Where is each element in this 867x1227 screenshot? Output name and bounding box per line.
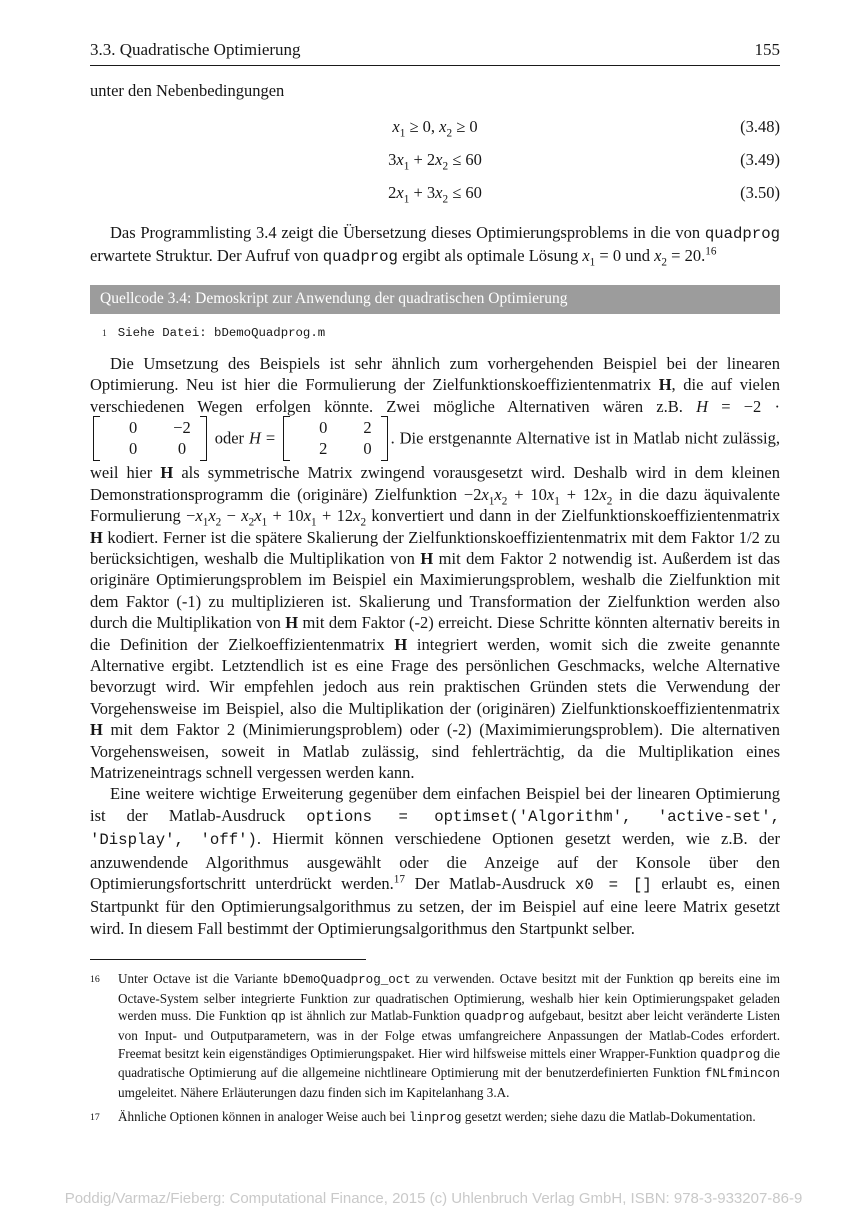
math-variable: x: [494, 484, 502, 504]
inline-code: qp: [678, 973, 694, 988]
subscript: 2: [446, 127, 453, 140]
matrix-cell: 0: [319, 418, 328, 438]
subscript: 2: [442, 160, 449, 173]
math-variable: x: [435, 150, 443, 169]
matrix-cell: 0: [363, 438, 372, 458]
math-variable: x: [654, 246, 662, 266]
subscript: 2: [606, 494, 613, 507]
code-listing: [90, 285, 780, 340]
math-variable: x: [392, 117, 400, 136]
listing-code-line: [102, 324, 780, 340]
inline-code: linprog: [408, 1111, 462, 1126]
subscript: 1: [202, 516, 209, 529]
math-variable: x: [546, 484, 555, 504]
math-variable: x: [582, 246, 590, 266]
matrix-left-bracket: [93, 416, 100, 461]
equation-350: [90, 176, 780, 209]
inline-code: quadprog: [700, 1047, 761, 1062]
math-variable: H: [248, 428, 261, 448]
math-variable: x: [481, 484, 489, 504]
subscript: 1: [403, 160, 410, 173]
subscript: 1: [589, 256, 596, 269]
inline-matrix: [283, 416, 388, 461]
bold-term: H: [285, 613, 299, 633]
equation-348: [90, 110, 780, 143]
inline-code: fNLfmincon: [704, 1067, 780, 1082]
inline-code: quadprog: [464, 1010, 525, 1025]
subscript: 1: [403, 193, 410, 206]
equation-number: (3.48): [740, 117, 780, 136]
bold-term: H: [160, 463, 174, 483]
intro-line: unter den Nebenbedingungen: [90, 81, 285, 100]
subscript: 2: [442, 193, 449, 206]
paragraph-listing-intro: Das Programmlisting 3.4 zeigt die Übersetzung dieses Optimierungsproblems in die von quadprog erwartete Struktur. Der Aufruf von quadprog ergibt als optimale Lösung $x_1 = 0$ und $x_2 = 20.16$: [90, 223, 780, 269]
subscript: 2: [248, 516, 255, 529]
matrix-grid: [100, 416, 200, 461]
math-variable: H: [696, 396, 709, 416]
superscript: 16: [705, 245, 717, 258]
math-variable: x: [241, 506, 249, 526]
math-variable: x: [303, 506, 312, 526]
math-variable: x: [396, 183, 404, 202]
equation-block: [90, 110, 780, 209]
matrix-right-bracket: [381, 416, 388, 461]
math-variable: x: [195, 506, 203, 526]
matrix-grid: [290, 416, 381, 461]
bold-term: H: [658, 375, 672, 395]
matrix-cell: 0: [129, 438, 138, 458]
matrix-right-bracket: [200, 416, 207, 461]
equation-349: [90, 143, 780, 176]
copyright-footer: Poddig/Varmaz/Fieberg: Computational Finance, 2015 (c) Uhlenbruch Verlag GmbH, ISBN: 978-3-933207-86-9: [64, 1190, 803, 1207]
bold-term: H: [90, 720, 103, 740]
subscript: 2: [215, 516, 222, 529]
paragraph-main: Die Umsetzung des Beispiels ist sehr ähnlich zum vorhergehenden Beispiel bei der linearen Optimierung. Neu ist hier die Formulierung der Zielfunktionskoeffizientenmatrix H, die auf vielen verschiedenen Wegen erfolgen könnte. Zwei mögliche Alternativen wären z.B. H = −2 · 0 −2 0 0 oder H = 0 2 2 0 . Die erstgenannte Alternative ist in Matlab nicht zulässig, weil hier H als symmetrische Matrix zwingend vorausgesetzt wird. Deshalb wird in dem kleinen Demonstrationsprogramm die (originäre) Zielfunktion $-2x_1x_2 + 10x_1 + 12x_2$ in die dazu äquivalente Formulierung $-x_1x_2 - x_2x_1 + 10x_1 + 12x_2$ konvertiert und dann in der Zielfunktionskoeffizientenmatrix H kodiert. Ferner ist die spätere Skalierung der Zielfunktionskoeffizientenmatrix mit dem Faktor 1/2 zu berücksichtigen, weshalb die Multiplikation von H mit dem Faktor 2 notwendig ist. Außerdem ist das originäre Optimierungsproblem im Beispiel ein Maximierungsproblem, weshalb die Zielfunktion mit dem Faktor (-1) zu multiplizieren ist. Skalierung und Transformation der Zielfunktion werden also durch die Multiplikation von H mit dem Faktor (-2) erreicht. Diese Schritte könnten alternativ bereits in die Definition der Zielkoeffizientenmatrix H integriert werden, womit sich die zweite genannte Alternative ergibt. Letztendlich ist es eine Frage des persönlichen Geschmacks, welche Alternative bevorzugt wird. Wir empfehlen jedoch aus rein praktischen Gründen stets die Verwendung der Vorgehensweise im Beispiel, also die Multiplikation der (originären) Zielfunktionskoeffizientenmatrix H mit dem Faktor 2 (Minimierungsproblem) oder (-2) (Maximimierungsproblem). Die alternativen Vorgehensweisen, soweit in Matlab zulässig, sind fehlerträchtig, da die Multiplikation eines Matrizeneintrags schnell vergessen werden kann.: [90, 353, 781, 782]
subscript: 1: [261, 516, 268, 529]
bold-term: H: [394, 634, 408, 654]
inline-code: bDemoQuadprog_oct: [282, 973, 411, 988]
footnote-17: [90, 1108, 780, 1128]
math-variable: x: [254, 506, 262, 526]
page-content: [90, 40, 780, 1128]
matrix-left-bracket: [283, 416, 290, 461]
code-text: Siehe Datei: bDemoQuadprog.m: [117, 325, 326, 340]
section-title: 3.3. Quadratische Optimierung: [90, 40, 301, 59]
subscript: 1: [399, 127, 406, 140]
matrix-cell: 0: [129, 418, 138, 438]
equation-body: $x_1 \ge 0$, $x_2 \ge 0$: [392, 117, 478, 140]
matrix-cell: 2: [319, 438, 328, 458]
subscript: 2: [661, 256, 668, 269]
inline-code: qp: [270, 1010, 286, 1025]
running-header: [90, 40, 780, 66]
equation-number: (3.49): [740, 150, 780, 169]
matrix-cell: 2: [363, 418, 372, 438]
subscript: 2: [501, 494, 508, 507]
math-variable: x: [435, 183, 443, 202]
page-number: 155: [754, 40, 780, 59]
equation-number: (3.50): [740, 183, 780, 202]
inline-matrix: [93, 416, 207, 461]
math-variable: x: [353, 506, 361, 526]
subscript: 2: [360, 516, 367, 529]
subscript: 1: [488, 494, 495, 507]
equation-body: $2x_1 + 3x_2 \le 60$: [388, 183, 482, 206]
inline-code: quadprog: [322, 248, 398, 267]
code-line-number: 1: [102, 328, 107, 339]
inline-code: options = optimset('Algorithm', 'active-set', 'Display', 'off'): [90, 807, 780, 850]
math-variable: x: [599, 484, 607, 504]
math-variable: x: [396, 150, 404, 169]
inline-code: x0 = []: [574, 876, 652, 894]
footnote-text: Unter Octave ist die Variante bDemoQuadprog_oct zu verwenden. Octave besitzt mit der Funktion qp bereits eine im Octave-System selber integrierte Funktion zur quadratischen Optimierung, weshalb hier kein Optimierungspaket geladen werden muss. Die Funktion qp ist ähnlich zur Matlab-Funktion quadprog aufgebaut, besitzt aber leicht veränderte Listen von Input- und Outputparametern, was in der Folge etwas umfangreichere Anpassungen der Matlab-Codes erfordert. Freemat besitzt kein eigenständiges Optimierungspaket. Hier wird hilfsweise mittels einer Wrapper-Funktion quadprog die quadratische Optimierung auf die allgemeine nichtlineare Optimierung mit der benutzerdefinierten Funktion fNLfmincon umgeleitet. Nähere Erläuterungen dazu finden sich im Kapitelanhang 3.A.: [118, 971, 780, 1100]
subscript: 1: [311, 516, 317, 529]
footnote-16: [90, 970, 780, 1101]
footnote-separator: [90, 959, 366, 960]
footnote-text: Ähnliche Optionen können in analoger Weise auch bei linprog gesetzt werden; siehe dazu die Matlab-Dokumentation.: [118, 1109, 756, 1126]
bold-term: H: [420, 548, 434, 568]
math-variable: x: [208, 506, 216, 526]
equation-body: $3x_1 + 2x_2 \le 60$: [388, 150, 482, 173]
listing-caption: Quellcode 3.4: Demoskript zur Anwendung der quadratischen Optimierung: [90, 285, 780, 314]
footnote-marker: 16: [90, 974, 100, 986]
inline-code: quadprog: [704, 225, 780, 243]
subscript: 1: [554, 494, 560, 507]
math-variable: x: [439, 117, 447, 136]
matrix-cell: −2: [173, 418, 191, 438]
bold-term: H: [90, 527, 103, 547]
paragraph-options: Eine weitere wichtige Erweiterung gegenüber dem einfachen Beispiel bei der linearen Optimierung ist der Matlab-Ausdruck options = optimset('Algorithm', 'active-set', 'Display', 'off'). Hiermit können verschiedene Optionen gesetzt werden, wie z.B. der anzuwendende Algorithmus ausgewählt oder die Anzeige auf der Konsole über den Optimierungsfortschritt unterdrückt werden.$^{17}$ Der Matlab-Ausdruck x0 = [] erlaubt es, einen Startpunkt für den Optimierungsalgorithmus zu setzen, der im Beispiel auf eine leere Matrix gesetzt wird. In diesem Fall bestimmt der Optimierungsalgorithmus den Startpunkt selber.: [90, 784, 780, 938]
matrix-cell: 0: [177, 438, 187, 458]
superscript: 17: [393, 873, 405, 886]
footnote-marker: 17: [90, 1112, 100, 1124]
